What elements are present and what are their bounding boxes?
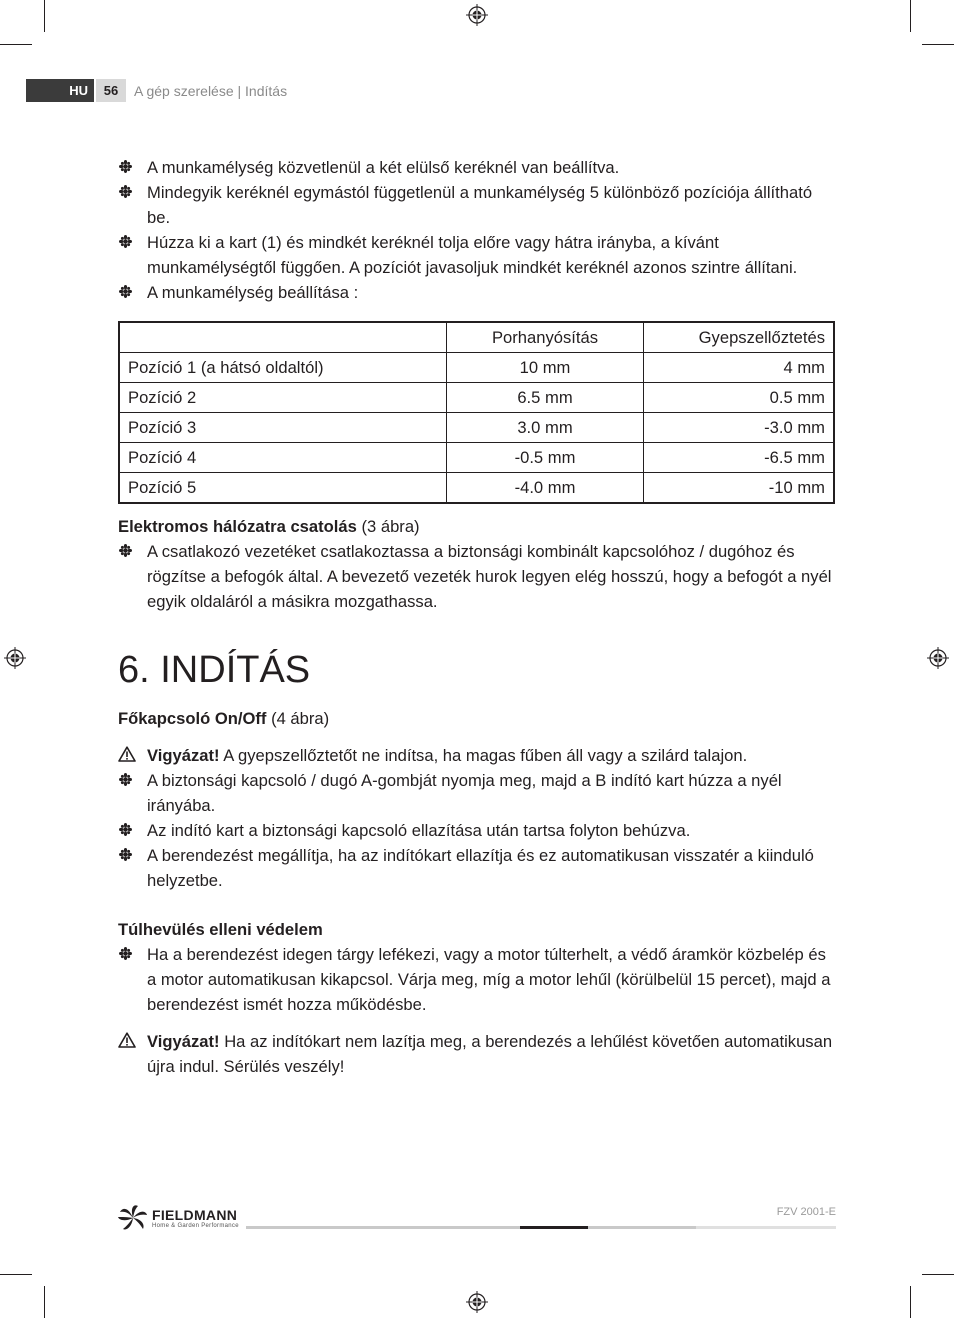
list-item: Az indító kart a biztonsági kapcsoló ellazítása után tartsa folyton behúzva.	[118, 818, 834, 843]
crop-mark	[910, 1286, 911, 1318]
table-cell: 6.5 mm	[447, 383, 644, 413]
table-cell: -6.5 mm	[644, 443, 835, 473]
table-cell: Pozíció 4	[119, 443, 447, 473]
list-item: Húzza ki a kart (1) és mindkét keréknél tolja előre vagy hátra irányba, a kívánt munkamélységtől függően. A pozíciót javasoljuk mindkét keréknél azonos szintre állítani.	[118, 230, 834, 280]
footer-rule	[588, 1226, 696, 1229]
footer-rule	[246, 1226, 520, 1229]
list-item: A munkamélység közvetlenül a két elülső keréknél van beállítva.	[118, 155, 834, 180]
table-header-row	[119, 322, 834, 353]
overheat-heading: Túlhevülés elleni védelem	[118, 920, 323, 939]
table-cell: Pozíció 1 (a hátsó oldaltól)	[119, 353, 447, 383]
table-cell: -0.5 mm	[447, 443, 644, 473]
language-badge: HU	[26, 79, 94, 102]
flower-bullet-icon	[119, 185, 132, 198]
bullet-list-top	[118, 155, 834, 305]
crop-mark	[0, 1274, 32, 1275]
footer-rule	[696, 1226, 836, 1229]
page-header	[26, 79, 287, 102]
crop-mark	[44, 1286, 45, 1318]
warning-note	[118, 743, 834, 768]
flower-bullet-icon	[119, 544, 132, 557]
list-item: Ha a berendezést idegen tárgy lefékezi, vagy a motor túlterhelt, a védő áramkör közbelép és a motor automatikusan kikapcsol. Várja meg, míg a motor lehűl (körülbelül 15 percet), majd a berendezést ismét hozza működésbe.	[118, 942, 834, 1017]
brand-name: FIELDMANN	[152, 1207, 238, 1223]
table-row	[119, 413, 834, 443]
main-switch-bullet-list	[118, 768, 834, 893]
section-breadcrumb: A gép szerelése | Indítás	[134, 82, 288, 99]
main-switch-heading	[118, 706, 834, 731]
page-footer	[118, 1204, 836, 1234]
table-row	[119, 443, 834, 473]
table-header-cell	[119, 322, 447, 353]
list-item: Mindegyik keréknél egymástól függetlenül a munkamélység 5 különböző pozíciója állítható be.	[118, 180, 834, 230]
electric-bullet-list	[118, 539, 834, 614]
table-cell: 3.0 mm	[447, 413, 644, 443]
crop-mark	[910, 0, 911, 32]
table-cell: -4.0 mm	[447, 473, 644, 504]
warning-note	[118, 1029, 834, 1079]
table-cell: -10 mm	[644, 473, 835, 504]
table-cell: 10 mm	[447, 353, 644, 383]
flower-bullet-icon	[119, 773, 132, 786]
list-item: A biztonsági kapcsoló / dugó A-gombját nyomja meg, majd a B indító kart húzza a nyél irányába.	[118, 768, 834, 818]
warning-triangle-icon	[118, 746, 136, 762]
table-row	[119, 353, 834, 383]
brand-logo	[118, 1204, 239, 1232]
table-header-cell: Porhanyósítás	[447, 322, 644, 353]
flower-bullet-icon	[119, 848, 132, 861]
warning-label: Vigyázat!	[147, 1032, 220, 1051]
table-cell: 0.5 mm	[644, 383, 835, 413]
crop-mark	[44, 0, 45, 32]
table-cell: Pozíció 5	[119, 473, 447, 504]
main-switch-title: Főkapcsoló On/Off	[118, 709, 267, 728]
crop-mark	[922, 1274, 954, 1275]
brand-tagline: Home & Garden Performance	[152, 1223, 239, 1229]
crop-mark	[922, 44, 954, 45]
overheat-bullet-list	[118, 942, 834, 1017]
registration-mark-icon	[466, 4, 488, 26]
fieldmann-emblem-icon	[118, 1204, 148, 1232]
warning-label: Vigyázat!	[147, 746, 220, 765]
crop-mark	[0, 44, 32, 45]
registration-mark-icon	[466, 1291, 488, 1313]
table-header-cell: Gyepszellőztetés	[644, 322, 835, 353]
chapter-title: 6. INDÍTÁS	[118, 649, 311, 691]
page-content	[118, 155, 834, 1079]
electric-heading	[118, 514, 834, 539]
working-depth-table	[118, 321, 835, 504]
table-row	[119, 383, 834, 413]
table-cell: Pozíció 3	[119, 413, 447, 443]
model-number: FZV 2001-E	[776, 1206, 836, 1218]
flower-bullet-icon	[119, 235, 132, 248]
flower-bullet-icon	[119, 823, 132, 836]
list-item: A csatlakozó vezetéket csatlakoztassa a biztonsági kombinált kapcsolóhoz / dugóhoz és rögzítse a befogók által. A bevezető vezeték hurok legyen elég hosszú, hogy a befogót a nyél egyik oldaláról a másikra mozgathassa.	[118, 539, 834, 614]
electric-title: Elektromos hálózatra csatolás	[118, 517, 357, 536]
flower-bullet-icon	[119, 285, 132, 298]
warning-triangle-icon	[118, 1032, 136, 1048]
table-row	[119, 473, 834, 504]
warning-text: A gyepszellőztetőt ne indítsa, ha magas fűben áll vagy a szilárd talajon.	[223, 746, 748, 765]
electric-figure-ref: (3 ábra)	[361, 517, 420, 536]
page-number: 56	[96, 79, 126, 102]
registration-mark-icon	[927, 647, 949, 669]
main-switch-figure-ref: (4 ábra)	[271, 709, 330, 728]
flower-bullet-icon	[119, 160, 132, 173]
footer-rule	[520, 1226, 588, 1229]
table-cell: Pozíció 2	[119, 383, 447, 413]
warning-text: Ha az indítókart nem lazítja meg, a berendezés a lehűlést követően automatikusan újra indul. Sérülés veszély!	[147, 1032, 833, 1076]
registration-mark-icon	[4, 647, 26, 669]
table-cell: -3.0 mm	[644, 413, 835, 443]
list-item: A munkamélység beállítása :	[118, 280, 834, 305]
table-cell: 4 mm	[644, 353, 835, 383]
list-item: A berendezést megállítja, ha az indítókart ellazítja és ez automatikusan visszatér a kiinduló helyzetbe.	[118, 843, 834, 893]
flower-bullet-icon	[119, 947, 132, 960]
